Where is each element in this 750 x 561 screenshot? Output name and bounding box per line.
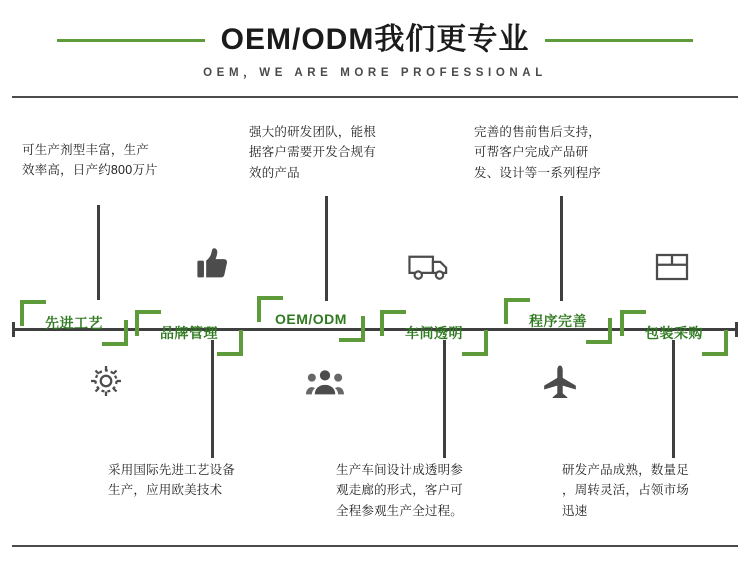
page-subtitle: OEM，WE ARE MORE PROFESSIONAL [203, 67, 547, 79]
stem-1 [97, 205, 100, 300]
stem-3 [325, 196, 328, 301]
milestone-badge-label-1: 先进工艺 [45, 315, 103, 331]
milestone-badge-3[interactable] [257, 296, 365, 342]
stem-4 [443, 340, 446, 458]
milestone-caption-3: 强大的研发团队，能根 据客户需要开发合规有 效的产品 [249, 125, 377, 180]
milestone-badge-label-2: 品牌管理 [160, 325, 218, 341]
title-rule-left [57, 39, 205, 42]
milestone-badge-label-6: 包装采购 [645, 325, 703, 341]
milestone-badge-label-4: 车间透明 [405, 325, 463, 341]
stem-2 [211, 340, 214, 458]
timeline-axis-cap-right [735, 322, 738, 337]
milestone-caption-2: 采用国际先进工艺设备 生产，应用欧美技术 [108, 463, 236, 498]
milestone-caption-5: 完善的售前售后支持， 可帮客户完成产品研 发、设计等一系列程序 [474, 125, 602, 180]
milestone-badge-label-5: 程序完善 [529, 313, 587, 329]
people-icon [306, 368, 344, 401]
header [0, 0, 750, 96]
footer-divider [12, 545, 738, 547]
milestone-caption-4: 生产车间设计成透明参 观走廊的形式，客户可 全程参观生产全过程。 [336, 463, 464, 518]
milestone-badge-1[interactable] [20, 300, 128, 346]
stem-6 [672, 340, 675, 458]
milestone-badge-2[interactable] [135, 310, 243, 356]
stem-5 [560, 196, 563, 301]
timeline-axis-cap-left [12, 322, 15, 337]
milestone-caption-1: 可生产剂型丰富，生产 效率高，日产约800万片 [22, 143, 158, 178]
milestone-badge-6[interactable] [620, 310, 728, 356]
milestone-badge-4[interactable] [380, 310, 488, 356]
gear-icon [88, 363, 124, 404]
header-divider [12, 96, 738, 98]
milestone-badge-label-3: OEM/ODM [275, 311, 347, 327]
header-title-row [0, 18, 750, 62]
thumbs-up-icon [194, 246, 230, 289]
milestone-caption-6: 研发产品成熟，数量足 ，周转灵活，占领市场 迅速 [562, 463, 690, 518]
page-title: OEM/ODM我们更专业 [220, 23, 530, 56]
milestone-badge-5[interactable] [504, 298, 612, 344]
title-rule-right [545, 39, 693, 42]
box-icon [655, 252, 689, 287]
truck-icon [408, 252, 452, 287]
airplane-icon [541, 364, 579, 403]
